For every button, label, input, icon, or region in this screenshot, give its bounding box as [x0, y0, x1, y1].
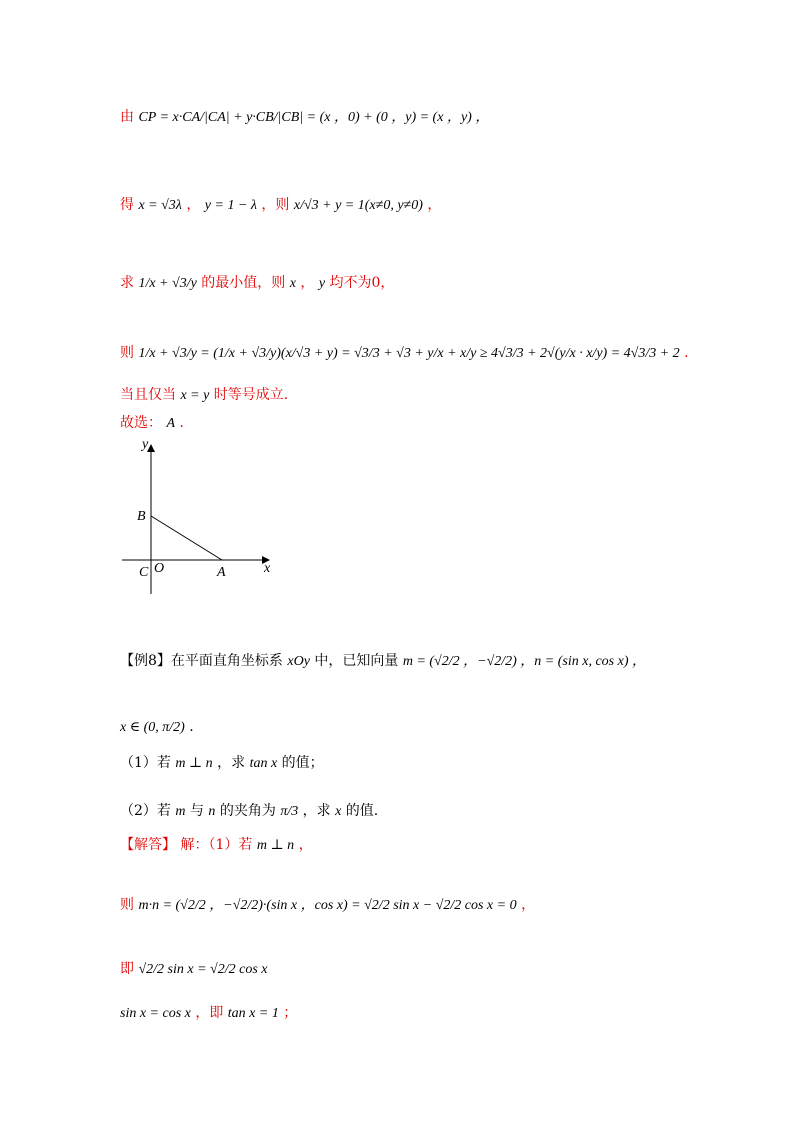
text-angle: 的夹角为: [219, 803, 276, 819]
text-qiu: 求: [120, 275, 134, 291]
sep: ，: [298, 837, 313, 853]
math-perp: m ⊥ n: [256, 838, 295, 853]
segment-ab: [151, 516, 222, 560]
line-2: [120, 196, 441, 215]
math-x: x: [335, 804, 342, 819]
math-y: y: [318, 276, 326, 291]
text-de: 得: [120, 197, 134, 213]
text-find: ，求: [302, 803, 331, 819]
line-14: [120, 1004, 297, 1023]
text-part1: （1）若: [120, 755, 171, 771]
math-cp-expression: CP = x·CA/|CA| + y·CB/|CB| = (x ，0) + (0 ，y) = (x ，y) ，: [138, 110, 490, 125]
text-and: 与: [189, 803, 204, 819]
math-n: n: [208, 804, 216, 819]
math-choice: A: [166, 416, 176, 431]
period: .: [179, 415, 184, 431]
text-ji: 即: [120, 961, 134, 977]
math-dot-product: m·n = (√2/2 ，−√2/2)·(sin x ，cos x) = √2/2 sin x − √2/2 cos x = 0: [138, 898, 517, 913]
math-vectors: m = (√2/2 ，−√2/2) ，n = (sin x, cos x) ，: [402, 654, 647, 669]
math-sin-cos-eq: √2/2 sin x = √2/2 cos x: [138, 962, 268, 977]
math-tan-eq-1: tan x = 1: [227, 1006, 279, 1021]
line-5: [120, 386, 288, 405]
math-xoy: xOy: [287, 654, 310, 669]
period: .: [684, 345, 689, 361]
coordinate-figure: [118, 436, 288, 600]
text-min: 的最小值，则: [201, 275, 286, 291]
math-inequality: 1/x + √3/y = (1/x + √3/y)(x/√3 + y) = √3/3 + √3 + y/x + x/y ≥ 4√3/3 + 2√(y/x · x/y) = 4√3/3 + 2: [138, 346, 680, 361]
line-3: [120, 274, 394, 293]
axes-diagram: [118, 436, 288, 596]
math-tan: tan x: [249, 756, 278, 771]
text-nonzero: 均不为0，: [329, 275, 395, 291]
text-equality: 时等号成立.: [213, 387, 289, 403]
text-value: 的值.: [345, 803, 379, 819]
math-x: x: [289, 276, 296, 291]
line-8: [120, 718, 194, 737]
text-ze: ，则: [261, 197, 290, 213]
math-line-eq: x/√3 + y = 1(x≠0, y≠0): [293, 198, 423, 213]
text-ji: ，即: [195, 1005, 224, 1021]
sep: ，: [521, 897, 536, 913]
math-target: 1/x + √3/y: [138, 276, 197, 291]
line-1: [120, 108, 489, 127]
math-perp: m ⊥ n: [175, 756, 213, 771]
solution-label: 【解答】: [120, 837, 176, 853]
text-ze: 则: [120, 345, 134, 361]
line-13: [120, 960, 267, 979]
line-6: [120, 414, 184, 433]
label-x: x: [264, 561, 271, 576]
sep: ，: [300, 275, 315, 291]
line-4: [120, 344, 689, 363]
label-a: A: [217, 565, 226, 580]
math-x-eq: x = √3λ: [138, 198, 182, 213]
line-11: [120, 836, 313, 855]
text-part2: （2）若: [120, 803, 171, 819]
line-10: [120, 802, 378, 821]
math-m: m: [175, 804, 186, 819]
text-answer: 故选：: [120, 415, 162, 431]
example-label: 【例8】在平面直角坐标系: [120, 653, 283, 669]
text-find: ，求: [217, 755, 246, 771]
semicolon: ；: [283, 1005, 298, 1021]
label-o: O: [154, 561, 165, 576]
period: .: [189, 719, 194, 735]
line-12: [120, 896, 535, 915]
text-value: 的值；: [281, 755, 324, 771]
text-solve: 解：（1）若: [180, 837, 253, 853]
math-y-eq: y = 1 − λ: [204, 198, 257, 213]
sep: ，: [186, 197, 201, 213]
math-x-eq-y: x = y: [180, 388, 210, 403]
text-you: 由: [120, 109, 134, 125]
math-domain: x ∈ (0, π/2): [120, 720, 185, 735]
line-9: [120, 754, 324, 773]
line-7: [120, 652, 646, 671]
text-given: 中，已知向量: [314, 653, 399, 669]
label-y: y: [142, 437, 149, 452]
label-c: C: [139, 565, 149, 580]
sep: ，: [427, 197, 442, 213]
text-when: 当且仅当: [120, 387, 176, 403]
label-b: B: [137, 509, 146, 524]
math-pi-3: π/3: [280, 804, 299, 819]
math-sin-eq-cos: sin x = cos x: [120, 1006, 191, 1021]
text-ze: 则: [120, 897, 134, 913]
